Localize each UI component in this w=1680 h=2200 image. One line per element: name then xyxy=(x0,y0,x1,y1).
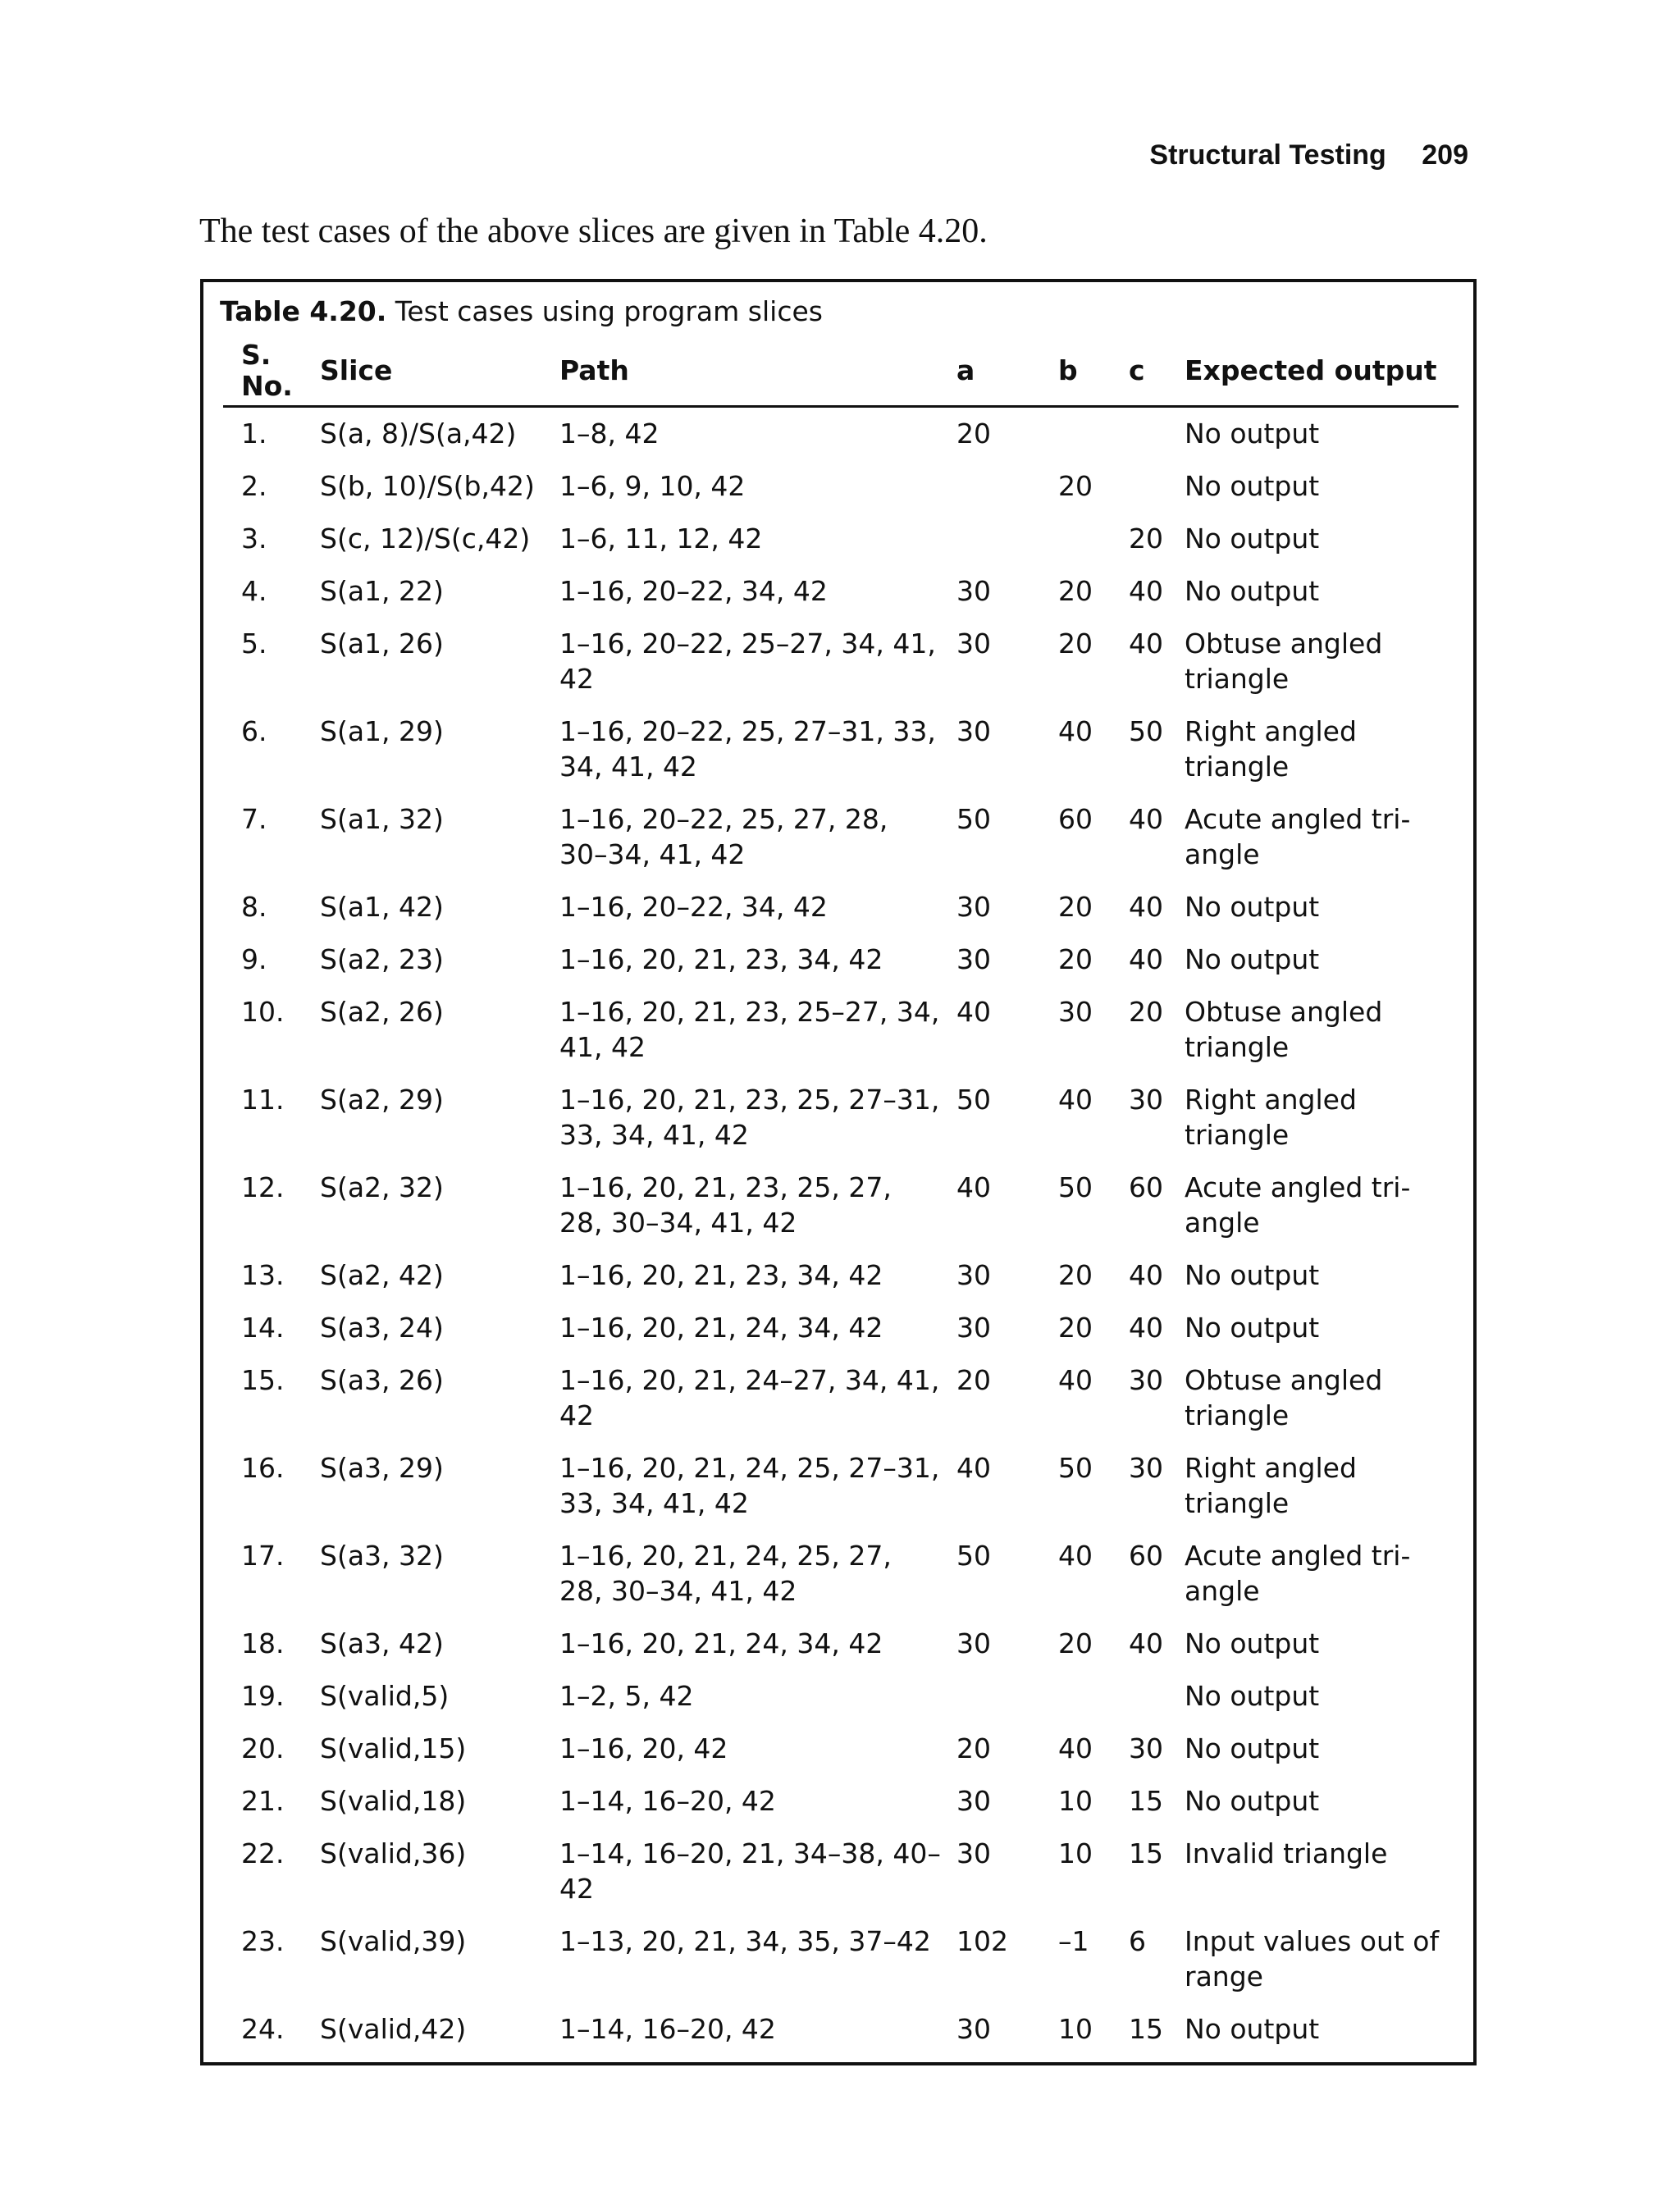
cell-path: 1–16, 20, 21, 23, 25, 27, 28, 30–34, 41, 42 xyxy=(559,1171,892,1239)
cell-b: 50 xyxy=(1058,1171,1093,1203)
cell-slice: S(a3, 42) xyxy=(320,1627,444,1659)
cell-sno: 18. xyxy=(241,1627,285,1659)
cell-sno: 12. xyxy=(241,1171,285,1203)
cell-sno: 17. xyxy=(241,1540,285,1572)
table-row xyxy=(223,1775,1459,1828)
cell-sno: 10. xyxy=(241,996,285,1028)
cell-a: 40 xyxy=(956,1452,991,1484)
cell-b: 10 xyxy=(1058,1785,1093,1817)
table-frame xyxy=(200,279,1477,2065)
cell-path: 1–16, 20, 21, 23, 25, 27–31, 33, 34, 41, 42 xyxy=(559,1084,940,1151)
cell-expected-output: No output xyxy=(1185,1312,1320,1344)
cell-a xyxy=(953,513,1047,565)
cell-b: 40 xyxy=(1058,1540,1093,1572)
cell-path: 1–16, 20, 21, 24, 34, 42 xyxy=(559,1627,883,1659)
cell-slice: S(a2, 23) xyxy=(320,943,444,975)
table-body xyxy=(223,407,1459,2056)
cell-a: 20 xyxy=(956,1364,991,1396)
cell-expected-output: Obtuse angled triangle xyxy=(1185,996,1383,1063)
cell-c xyxy=(1129,407,1185,461)
table-row xyxy=(223,1915,1459,2003)
cell-slice: S(c, 12)/S(c,42) xyxy=(320,523,531,555)
cell-expected-output: Acute angled tri-angle xyxy=(1185,803,1411,870)
cell-path: 1–6, 9, 10, 42 xyxy=(559,470,746,502)
table-row xyxy=(223,1670,1459,1723)
table-row xyxy=(223,986,1459,1074)
table-row xyxy=(223,1354,1459,1442)
cell-b: 10 xyxy=(1058,1837,1093,1869)
cell-c: 6 xyxy=(1129,1925,1146,1957)
cell-path: 1–16, 20–22, 25, 27, 28, 30–34, 41, 42 xyxy=(559,803,888,870)
page-number: 209 xyxy=(1422,139,1468,171)
chapter-title: Structural Testing xyxy=(1149,139,1386,171)
cell-b: 20 xyxy=(1058,891,1093,923)
cell-path: 1–16, 20, 21, 24, 25, 27–31, 33, 34, 41, 42 xyxy=(559,1452,940,1519)
cell-b: 20 xyxy=(1058,470,1093,502)
cell-b: 40 xyxy=(1058,1364,1093,1396)
cell-slice: S(a1, 42) xyxy=(320,891,444,923)
cell-expected-output: Obtuse angled triangle xyxy=(1185,628,1383,695)
cell-path: 1–14, 16–20, 21, 34–38, 40–42 xyxy=(559,1837,941,1905)
cell-expected-output: Right angled triangle xyxy=(1185,1084,1357,1151)
cell-a: 30 xyxy=(956,891,991,923)
cell-slice: S(b, 10)/S(b,42) xyxy=(320,470,535,502)
cell-a xyxy=(953,460,1047,513)
cell-c: 15 xyxy=(1129,1785,1163,1817)
cell-slice: S(valid,5) xyxy=(320,1680,450,1712)
cell-expected-output: No output xyxy=(1185,943,1320,975)
col-header-slice: Slice xyxy=(320,340,559,407)
cell-c: 30 xyxy=(1129,1452,1163,1484)
cell-slice: S(a2, 42) xyxy=(320,1259,444,1291)
cell-c: 60 xyxy=(1129,1540,1163,1572)
cell-sno: 13. xyxy=(241,1259,285,1291)
cell-a: 30 xyxy=(956,2013,991,2045)
cell-c: 40 xyxy=(1129,803,1163,835)
cell-b: 40 xyxy=(1058,1084,1093,1116)
cell-expected-output: Acute angled tri-angle xyxy=(1185,1540,1411,1607)
col-header-c: c xyxy=(1129,340,1185,407)
cell-path: 1–16, 20, 21, 23, 25–27, 34, 41, 42 xyxy=(559,996,940,1063)
cell-c: 60 xyxy=(1129,1171,1163,1203)
cell-sno: 3. xyxy=(241,523,267,555)
cell-path: 1–2, 5, 42 xyxy=(559,1680,694,1712)
cell-expected-output: Invalid triangle xyxy=(1185,1837,1388,1869)
cell-sno: 6. xyxy=(241,715,267,747)
table-row xyxy=(223,1302,1459,1354)
cell-a: 30 xyxy=(956,1837,991,1869)
cell-b: –1 xyxy=(1058,1925,1089,1957)
cell-a: 50 xyxy=(956,1084,991,1116)
cell-sno: 7. xyxy=(241,803,267,835)
table-row xyxy=(223,881,1459,933)
cell-sno: 21. xyxy=(241,1785,285,1817)
table-row xyxy=(223,933,1459,986)
cell-slice: S(a3, 32) xyxy=(320,1540,444,1572)
cell-b xyxy=(1047,407,1129,461)
cell-c: 40 xyxy=(1129,891,1163,923)
cell-b: 50 xyxy=(1058,1452,1093,1484)
cell-c: 40 xyxy=(1129,575,1163,607)
cell-sno: 2. xyxy=(241,470,267,502)
cell-sno: 24. xyxy=(241,2013,285,2045)
test-cases-table xyxy=(223,340,1459,2056)
cell-c: 50 xyxy=(1129,715,1163,747)
cell-slice: S(valid,39) xyxy=(320,1925,467,1957)
cell-sno: 4. xyxy=(241,575,267,607)
cell-c: 40 xyxy=(1129,1627,1163,1659)
cell-a xyxy=(953,1670,1047,1723)
cell-path: 1–16, 20, 21, 24, 25, 27, 28, 30–34, 41, 42 xyxy=(559,1540,892,1607)
cell-expected-output: No output xyxy=(1185,1259,1320,1291)
cell-b: 30 xyxy=(1058,996,1093,1028)
col-header-sno: S. No. xyxy=(223,340,320,407)
intro-paragraph: The test cases of the above slices are given in Table 4.20. xyxy=(199,212,988,250)
cell-slice: S(a1, 32) xyxy=(320,803,444,835)
cell-expected-output: Input values out of range xyxy=(1185,1925,1440,1992)
cell-sno: 8. xyxy=(241,891,267,923)
cell-path: 1–14, 16–20, 42 xyxy=(559,2013,776,2045)
cell-slice: S(a2, 32) xyxy=(320,1171,444,1203)
table-row xyxy=(223,1249,1459,1302)
cell-b: 40 xyxy=(1058,1732,1093,1764)
cell-b: 20 xyxy=(1058,628,1093,660)
cell-a: 40 xyxy=(956,996,991,1028)
cell-expected-output: Obtuse angled triangle xyxy=(1185,1364,1383,1431)
cell-sno: 20. xyxy=(241,1732,285,1764)
cell-slice: S(a3, 24) xyxy=(320,1312,444,1344)
table-caption-label: Table 4.20. xyxy=(220,295,387,327)
table-caption xyxy=(220,295,823,327)
cell-sno: 23. xyxy=(241,1925,285,1957)
col-header-expected-output: Expected output xyxy=(1185,340,1459,407)
cell-slice: S(a1, 26) xyxy=(320,628,444,660)
cell-sno: 5. xyxy=(241,628,267,660)
cell-a: 50 xyxy=(956,1540,991,1572)
cell-a: 20 xyxy=(956,418,991,450)
cell-expected-output: No output xyxy=(1185,523,1320,555)
table-row xyxy=(223,705,1459,793)
cell-slice: S(a2, 29) xyxy=(320,1084,444,1116)
cell-a: 30 xyxy=(956,1785,991,1817)
cell-c: 30 xyxy=(1129,1084,1163,1116)
cell-a: 30 xyxy=(956,1259,991,1291)
cell-path: 1–13, 20, 21, 34, 35, 37–42 xyxy=(559,1925,931,1957)
cell-slice: S(valid,15) xyxy=(320,1732,467,1764)
table-row xyxy=(223,793,1459,881)
cell-a: 30 xyxy=(956,575,991,607)
cell-path: 1–16, 20–22, 34, 42 xyxy=(559,891,828,923)
cell-expected-output: No output xyxy=(1185,1680,1320,1712)
cell-c: 40 xyxy=(1129,628,1163,660)
cell-b: 20 xyxy=(1058,575,1093,607)
cell-path: 1–8, 42 xyxy=(559,418,660,450)
table-header-row xyxy=(223,340,1459,407)
cell-a: 102 xyxy=(956,1925,1008,1957)
cell-sno: 14. xyxy=(241,1312,285,1344)
cell-b: 20 xyxy=(1058,943,1093,975)
table-row xyxy=(223,1442,1459,1530)
cell-sno: 1. xyxy=(241,418,267,450)
cell-a: 30 xyxy=(956,715,991,747)
table-row xyxy=(223,460,1459,513)
table-row xyxy=(223,1828,1459,1915)
cell-slice: S(valid,42) xyxy=(320,2013,467,2045)
cell-path: 1–16, 20–22, 25–27, 34, 41, 42 xyxy=(559,628,936,695)
cell-expected-output: No output xyxy=(1185,1785,1320,1817)
cell-slice: S(a1, 29) xyxy=(320,715,444,747)
cell-path: 1–16, 20–22, 34, 42 xyxy=(559,575,828,607)
cell-slice: S(a1, 22) xyxy=(320,575,444,607)
cell-a: 30 xyxy=(956,1627,991,1659)
cell-slice: S(valid,36) xyxy=(320,1837,467,1869)
cell-expected-output: No output xyxy=(1185,891,1320,923)
cell-c: 20 xyxy=(1129,523,1163,555)
cell-slice: S(a2, 26) xyxy=(320,996,444,1028)
cell-path: 1–16, 20, 21, 24, 34, 42 xyxy=(559,1312,883,1344)
cell-b: 40 xyxy=(1058,715,1093,747)
cell-a: 40 xyxy=(956,1171,991,1203)
cell-expected-output: No output xyxy=(1185,1732,1320,1764)
running-header xyxy=(1149,139,1468,171)
cell-c: 15 xyxy=(1129,1837,1163,1869)
col-header-path: Path xyxy=(559,340,953,407)
table-row xyxy=(223,1723,1459,1775)
cell-expected-output: No output xyxy=(1185,575,1320,607)
table-row xyxy=(223,1618,1459,1670)
cell-c xyxy=(1129,460,1185,513)
cell-expected-output: No output xyxy=(1185,418,1320,450)
cell-slice: S(valid,18) xyxy=(320,1785,467,1817)
table-row xyxy=(223,1162,1459,1249)
table-row xyxy=(223,565,1459,618)
cell-c: 40 xyxy=(1129,1312,1163,1344)
table-row xyxy=(223,513,1459,565)
cell-expected-output: Acute angled tri-angle xyxy=(1185,1171,1411,1239)
col-header-b: b xyxy=(1047,340,1129,407)
cell-c: 30 xyxy=(1129,1732,1163,1764)
table-row xyxy=(223,618,1459,705)
table-row xyxy=(223,407,1459,461)
cell-path: 1–14, 16–20, 42 xyxy=(559,1785,776,1817)
cell-slice: S(a3, 26) xyxy=(320,1364,444,1396)
cell-c: 20 xyxy=(1129,996,1163,1028)
cell-expected-output: No output xyxy=(1185,1627,1320,1659)
table-row xyxy=(223,1074,1459,1162)
cell-a: 30 xyxy=(956,1312,991,1344)
cell-a: 30 xyxy=(956,943,991,975)
cell-b: 20 xyxy=(1058,1627,1093,1659)
cell-a: 50 xyxy=(956,803,991,835)
col-header-a: a xyxy=(953,340,1047,407)
cell-path: 1–16, 20, 21, 23, 34, 42 xyxy=(559,943,883,975)
cell-sno: 11. xyxy=(241,1084,285,1116)
cell-path: 1–6, 11, 12, 42 xyxy=(559,523,763,555)
cell-sno: 19. xyxy=(241,1680,285,1712)
table-caption-text: Test cases using program slices xyxy=(386,295,823,327)
cell-slice: S(a, 8)/S(a,42) xyxy=(320,418,517,450)
cell-c: 40 xyxy=(1129,943,1163,975)
cell-a: 20 xyxy=(956,1732,991,1764)
cell-a: 30 xyxy=(956,628,991,660)
cell-c: 40 xyxy=(1129,1259,1163,1291)
cell-b: 20 xyxy=(1058,1259,1093,1291)
cell-c: 30 xyxy=(1129,1364,1163,1396)
table-row xyxy=(223,2003,1459,2056)
cell-sno: 22. xyxy=(241,1837,285,1869)
cell-expected-output: Right angled triangle xyxy=(1185,1452,1357,1519)
cell-path: 1–16, 20, 21, 24–27, 34, 41, 42 xyxy=(559,1364,940,1431)
cell-sno: 9. xyxy=(241,943,267,975)
cell-expected-output: No output xyxy=(1185,2013,1320,2045)
cell-b xyxy=(1047,1670,1129,1723)
cell-expected-output: No output xyxy=(1185,470,1320,502)
cell-expected-output: Right angled triangle xyxy=(1185,715,1357,783)
cell-c: 15 xyxy=(1129,2013,1163,2045)
cell-sno: 16. xyxy=(241,1452,285,1484)
cell-slice: S(a3, 29) xyxy=(320,1452,444,1484)
cell-sno: 15. xyxy=(241,1364,285,1396)
cell-path: 1–16, 20–22, 25, 27–31, 33, 34, 41, 42 xyxy=(559,715,936,783)
cell-b xyxy=(1047,513,1129,565)
table-row xyxy=(223,1530,1459,1618)
cell-b: 60 xyxy=(1058,803,1093,835)
cell-c xyxy=(1129,1670,1185,1723)
cell-b: 20 xyxy=(1058,1312,1093,1344)
cell-path: 1–16, 20, 21, 23, 34, 42 xyxy=(559,1259,883,1291)
cell-b: 10 xyxy=(1058,2013,1093,2045)
cell-path: 1–16, 20, 42 xyxy=(559,1732,728,1764)
